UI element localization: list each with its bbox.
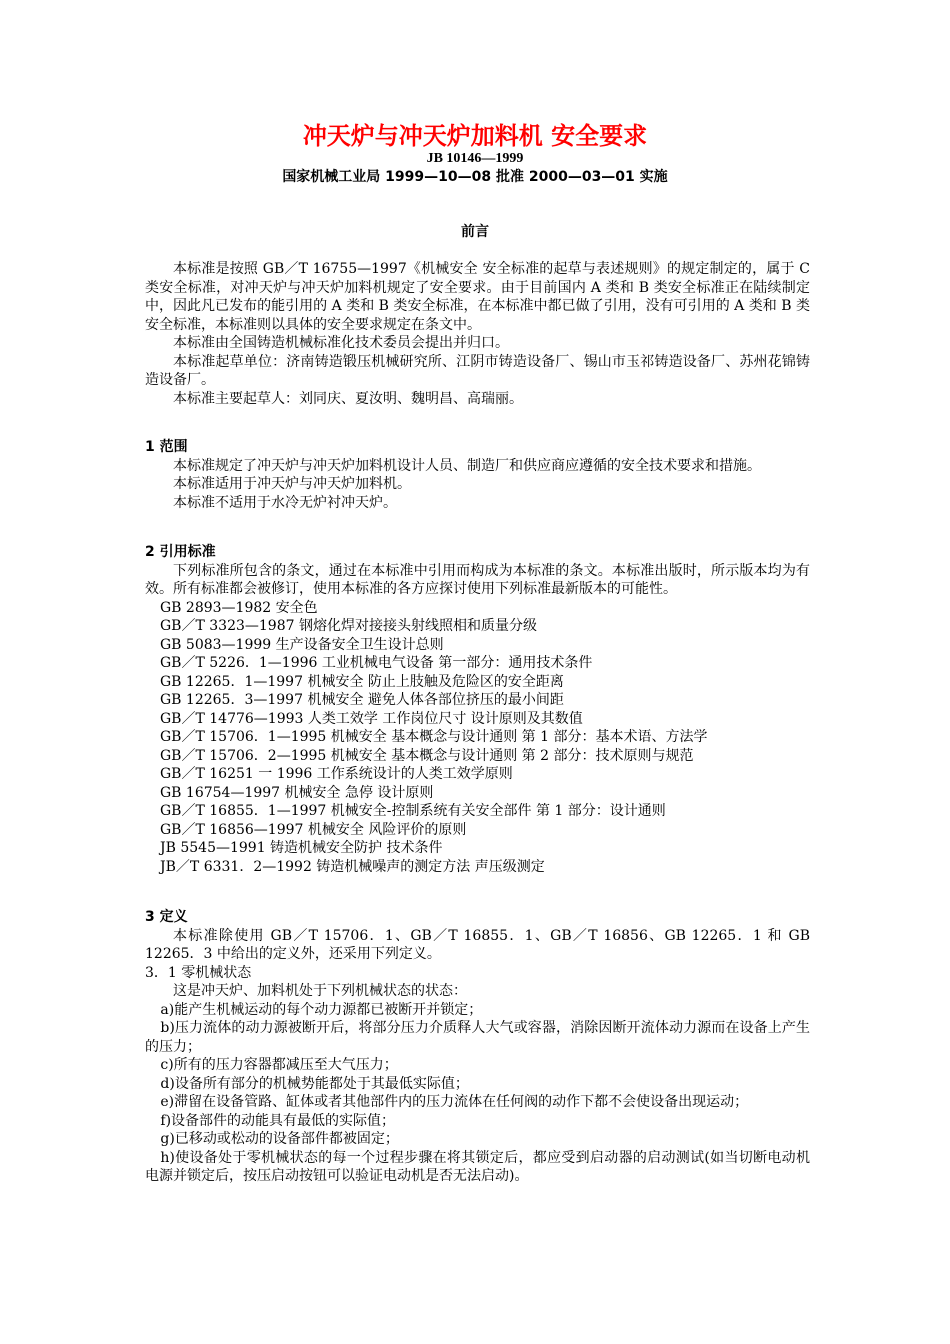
reference-item: GB／T 14776—1993 人类工效学 工作岗位尺寸 设计原则及其数值 <box>160 710 583 727</box>
section-heading: 1 范围 <box>145 439 188 455</box>
reference-item: JB 5545—1991 铸造机械安全防护 技术条件 <box>160 840 443 856</box>
references-section <box>145 543 810 876</box>
foreword-paragraph: 本标准起草单位：济南铸造锻压机械研究所、江阴市铸造设备厂、锡山市玉祁铸造设备厂、苏州花锦铸造设备厂。 <box>145 353 810 388</box>
reference-item: GB 12265．3—1997 机械安全 避免人体各部位挤压的最小间距 <box>160 692 564 708</box>
foreword-paragraph: 本标准由全国铸造机械标准化技术委员会提出并归口。 <box>173 335 509 351</box>
reference-item: GB／T 16855．1—1997 机械安全-控制系统有关安全部件 第 1 部分：设计通则 <box>160 803 666 819</box>
document-title: 冲天炉与冲天炉加料机 安全要求 <box>302 122 648 150</box>
approval-line: 国家机械工业局 1999—10—08 批准 2000—03—01 实施 <box>282 169 668 185</box>
scope-section <box>145 438 810 512</box>
standard-code: JB 10146—1999 <box>426 151 524 166</box>
definition-item: c)所有的压力容器都减压至大气压力； <box>160 1057 398 1073</box>
reference-item: GB／T 15706．2—1995 机械安全 基本概念与设计通则 第 2 部分：技术原则与规范 <box>160 747 694 764</box>
scope-paragraph: 本标准不适用于水冷无炉衬冲天炉。 <box>173 494 397 511</box>
definition-item: f)设备部件的动能具有最低的实际值； <box>160 1112 396 1129</box>
reference-item: GB／T 3323—1987 钢熔化焊对接接头射线照相和质量分级 <box>160 618 537 634</box>
reference-item: GB 16754—1997 机械安全 急停 设计原则 <box>160 784 434 801</box>
foreword-paragraph: 本标准主要起草人：刘同庆、夏汝明、魏明昌、高瑞丽。 <box>173 390 523 407</box>
section-heading: 2 引用标准 <box>145 544 216 560</box>
definition-item: b)压力流体的动力源被断开后，将部分压力介质释人大气或容器，消除因断开流体动力源而在设备上产生的压力； <box>145 1020 810 1055</box>
reference-item: GB 5083—1999 生产设备安全卫生设计总则 <box>160 636 444 653</box>
foreword-heading: 前言 <box>461 224 489 240</box>
definition-item: g)已移动或松动的设备部件都被固定； <box>160 1131 399 1147</box>
foreword-section <box>145 260 810 408</box>
foreword-paragraph: 本标准是按照 GB／T 16755—1997《机械安全 安全标准的起草与表述规则》的规定制定的，属于 C 类安全标准，对冲天炉与冲天炉加料机规定了安全要求。由于目前国内 A 类和 B 类安全标准正在陆续制定中，因此凡已发布的能引用的 A 类和 B 类安全标准，在本标准中都已做了引用，没有可引用的 A 类和 B 类安全标准，本标准则以具体的安全要求规定在条文中。 <box>145 261 810 333</box>
reference-item: GB／T 5226．1—1996 工业机械电气设备 第一部分：通用技术条件 <box>160 655 593 671</box>
references-intro: 下列标准所包含的条文，通过在本标准中引用而构成为本标准的条文。本标准出版时，所示版本均为有效。所有标准都会被修订，使用本标准的各方应探讨使用下列标准最新版本的可能性。 <box>145 562 810 597</box>
definition-item: h)使设备处于零机械状态的每一个过程步骤在将其锁定后，都应受到启动器的启动测试(如当切断电动机电源并锁定后，按压启动按钮可以验证电动机是否无法启动)。 <box>145 1149 810 1184</box>
definitions-section <box>145 908 810 1186</box>
definition-item: e)滞留在设备管路、缸体或者其他部件内的压力流体在任何阀的动作下都不会使设备出现运动； <box>160 1094 749 1110</box>
reference-item: GB／T 16251 一 1996 工作系统设计的人类工效学原则 <box>160 766 513 782</box>
reference-item: GB／T 16856—1997 机械安全 风险评价的原则 <box>160 821 467 838</box>
subsection-heading: 3．1 零机械状态 <box>145 964 252 981</box>
reference-item: GB／T 15706．1—1995 机械安全 基本概念与设计通则 第 1 部分：基本术语、方法学 <box>160 729 708 745</box>
reference-item: GB 12265．1—1997 机械安全 防止上肢触及危险区的安全距离 <box>160 673 564 690</box>
reference-item: GB 2893—1982 安全色 <box>160 599 318 616</box>
definitions-intro: 本标准除使用 GB／T 15706．1、GB／T 16855．1、GB／T 16856、GB 12265．1 和 GB 12265．3 中给出的定义外，还采用下列定义。 <box>145 927 810 962</box>
definition-lead: 这是冲天炉、加料机处于下列机械状态的状态： <box>173 983 467 999</box>
scope-paragraph: 本标准规定了冲天炉与冲天炉加料机设计人员、制造厂和供应商应遵循的安全技术要求和措施。 <box>173 457 761 474</box>
section-heading: 3 定义 <box>145 909 188 925</box>
definition-item: d)设备所有部分的机械势能都处于其最低实际值； <box>160 1075 469 1092</box>
reference-item: JB／T 6331．2—1992 铸造机械噪声的测定方法 声压级测定 <box>160 858 545 875</box>
definition-item: a)能产生机械运动的每个动力源都已被断开并锁定； <box>160 1001 483 1018</box>
scope-paragraph: 本标准适用于冲天炉与冲天炉加料机。 <box>173 476 411 492</box>
